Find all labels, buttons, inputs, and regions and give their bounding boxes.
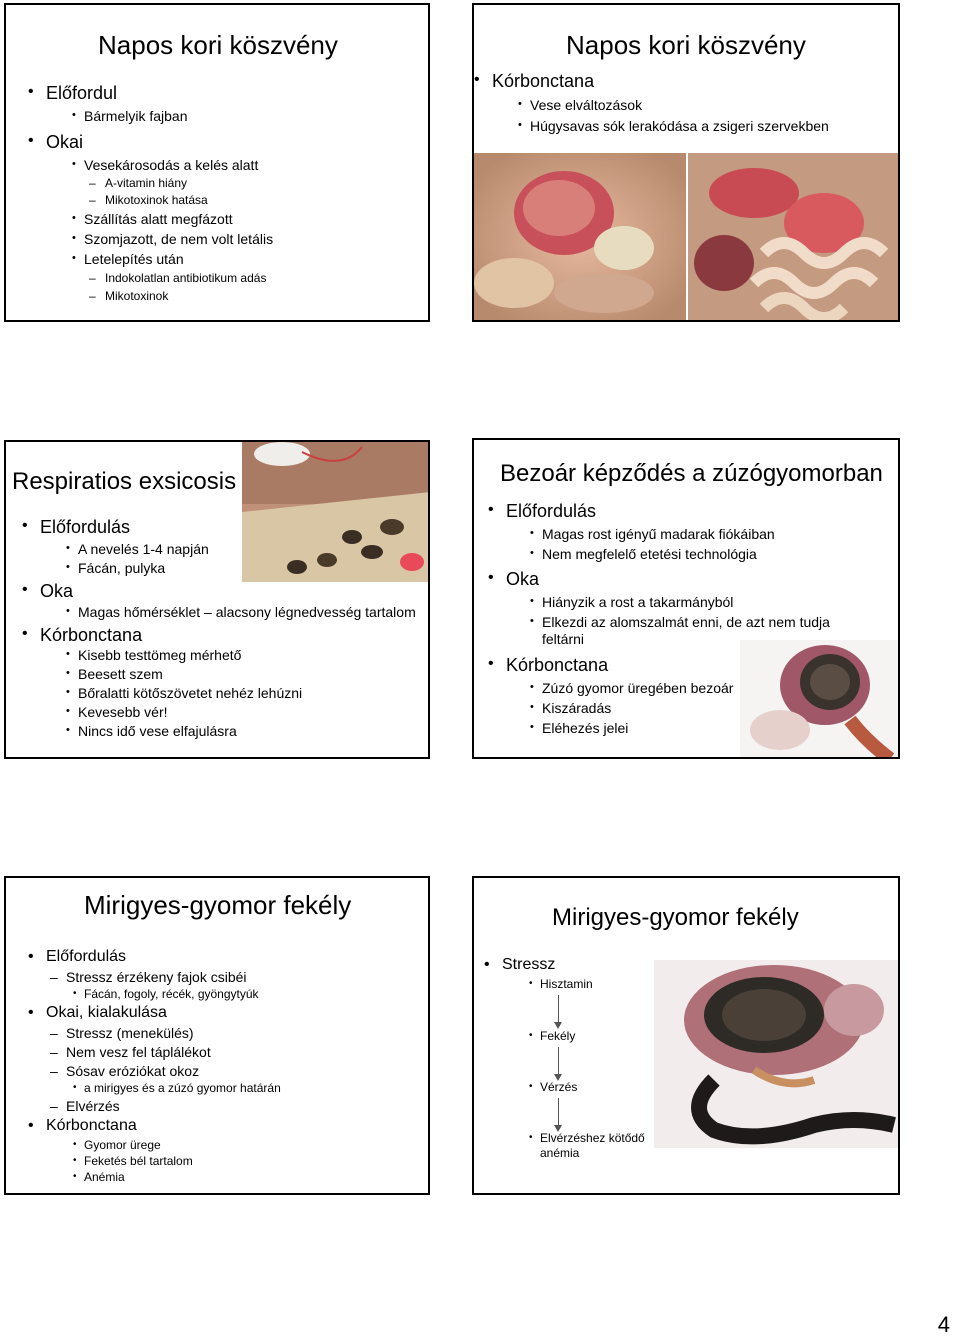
bullet-item: • Előfordulás xyxy=(46,948,126,966)
bullet-item: • Okai, kialakulása xyxy=(46,1004,167,1022)
bullet-item: – Sósav eróziókat okoz xyxy=(66,1063,199,1079)
bullet-item: • Elvérzéshez kötődő xyxy=(540,1131,645,1145)
bullet-item: • Kiszáradás xyxy=(542,700,611,716)
bullet-item: • Anémia xyxy=(84,1170,125,1184)
slide-title: Respiratios exsicosis xyxy=(12,468,237,495)
slide-title: Napos kori köszvény xyxy=(566,30,806,60)
slide-title: Bezoár képződés a zúzógyomorban xyxy=(500,460,883,487)
slide-3 xyxy=(4,440,430,759)
bullet-item: – Elvérzés xyxy=(66,1098,120,1114)
slide-1 xyxy=(4,3,430,322)
bullet-item: • Oka xyxy=(40,581,73,602)
bullet-item: – Mikotoxinok xyxy=(105,289,168,303)
bullet-item: • Kisebb testtömeg mérhető xyxy=(78,647,241,663)
bullet-item: – Indokolatlan antibiotikum adás xyxy=(105,271,266,285)
bullet-item: • Kórbonctana xyxy=(40,625,142,646)
bullet-item: • Vérzés xyxy=(540,1080,577,1094)
bullet-item-continuation: anémia xyxy=(540,1146,580,1160)
gizzard-bezoar-photo xyxy=(740,640,900,759)
bullet-item: • Bőralatti kötőszövetet nehéz lehúzni xyxy=(78,685,302,701)
bullet-item: • Vesekárosodás a kelés alatt xyxy=(84,157,258,173)
bullet-item: • Fekély xyxy=(540,1029,575,1043)
bullet-item: • Fácán, pulyka xyxy=(78,560,165,576)
bullet-item: • Előfordul xyxy=(46,83,117,104)
bullet-item: • Fácán, fogoly, récék, gyöngytyúk xyxy=(84,987,259,1001)
slide-title: Napos kori köszvény xyxy=(98,30,338,60)
bullet-item: • Beesett szem xyxy=(78,666,163,682)
kidney-necropsy-photo xyxy=(474,153,900,322)
bullet-item: • Gyomor ürege xyxy=(84,1138,161,1152)
flow-arrow xyxy=(558,1047,559,1075)
bullet-item: • Kevesebb vér! xyxy=(78,704,168,720)
bullet-item: • Okai xyxy=(46,132,83,153)
bullet-item: • Eléhezés jelei xyxy=(542,720,628,736)
bullet-item: • Zúzó gyomor üregében bezoár xyxy=(542,680,733,696)
bullet-item: • Elkezdi az alomszalmát enni, de azt nem tudja xyxy=(542,614,830,630)
bullet-item: • Előfordulás xyxy=(40,517,130,538)
bullet-item: • Hisztamin xyxy=(540,977,593,991)
bullet-item: • a mirigyes és a zúzó gyomor határán xyxy=(84,1081,281,1095)
bullet-item: • Szomjazott, de nem volt letális xyxy=(84,231,273,247)
bullet-item: • Bármelyik fajban xyxy=(84,108,188,124)
bullet-item: • Előfordulás xyxy=(506,501,596,522)
bullet-item: – Stressz (menekülés) xyxy=(66,1025,194,1041)
slide-title: Mirigyes-gyomor fekély xyxy=(552,904,799,931)
slide-6 xyxy=(472,876,900,1195)
slide-5 xyxy=(4,876,430,1195)
bullet-item: • Nincs idő vese elfajulásra xyxy=(78,723,237,739)
bullet-item: • Magas hőmérséklet – alacsony légnedvesség tartalom xyxy=(78,604,416,620)
bullet-item: • Kórbonctana xyxy=(46,1117,137,1135)
flow-arrow xyxy=(558,1098,559,1126)
bullet-item: • Oka xyxy=(506,569,539,590)
bullet-item: – Nem vesz fel táplálékot xyxy=(66,1044,211,1060)
bullet-item: • Magas rost igényű madarak fiókáiban xyxy=(542,526,775,542)
slide-title: Mirigyes-gyomor fekély xyxy=(84,890,352,920)
bullet-item: • Szállítás alatt megfázott xyxy=(84,211,233,227)
bullet-item: • Kórbonctana xyxy=(506,655,608,676)
slide-4 xyxy=(472,438,900,759)
bullet-item: • Feketés bél tartalom xyxy=(84,1154,193,1168)
bullet-item: • Nem megfelelő etetési technológia xyxy=(542,546,757,562)
bullet-item: • Vese elváltozások xyxy=(530,97,642,113)
slide-2 xyxy=(472,3,900,322)
bullet-item: • Kórbonctana xyxy=(492,71,594,92)
flow-arrow xyxy=(558,995,559,1023)
bullet-item: • Letelepítés után xyxy=(84,251,184,267)
bullet-item-continuation: feltárni xyxy=(542,631,585,647)
bullet-item: • Hiányzik a rost a takarmányból xyxy=(542,594,733,610)
bullet-item: • A nevelés 1-4 napján xyxy=(78,541,209,557)
bullet-item: • Húgysavas sók lerakódása a zsigeri szervekben xyxy=(530,118,829,134)
bullet-item: – A-vitamin hiány xyxy=(105,176,187,190)
bullet-item: – Mikotoxinok hatása xyxy=(105,193,208,207)
bullet-item: • Stressz xyxy=(502,956,555,974)
ulcer-stomach-photo xyxy=(654,960,900,1148)
chicks-brooder-photo xyxy=(242,442,430,582)
bullet-item: – Stressz érzékeny fajok csibéi xyxy=(66,969,247,985)
page-number: 4 xyxy=(937,1312,950,1337)
